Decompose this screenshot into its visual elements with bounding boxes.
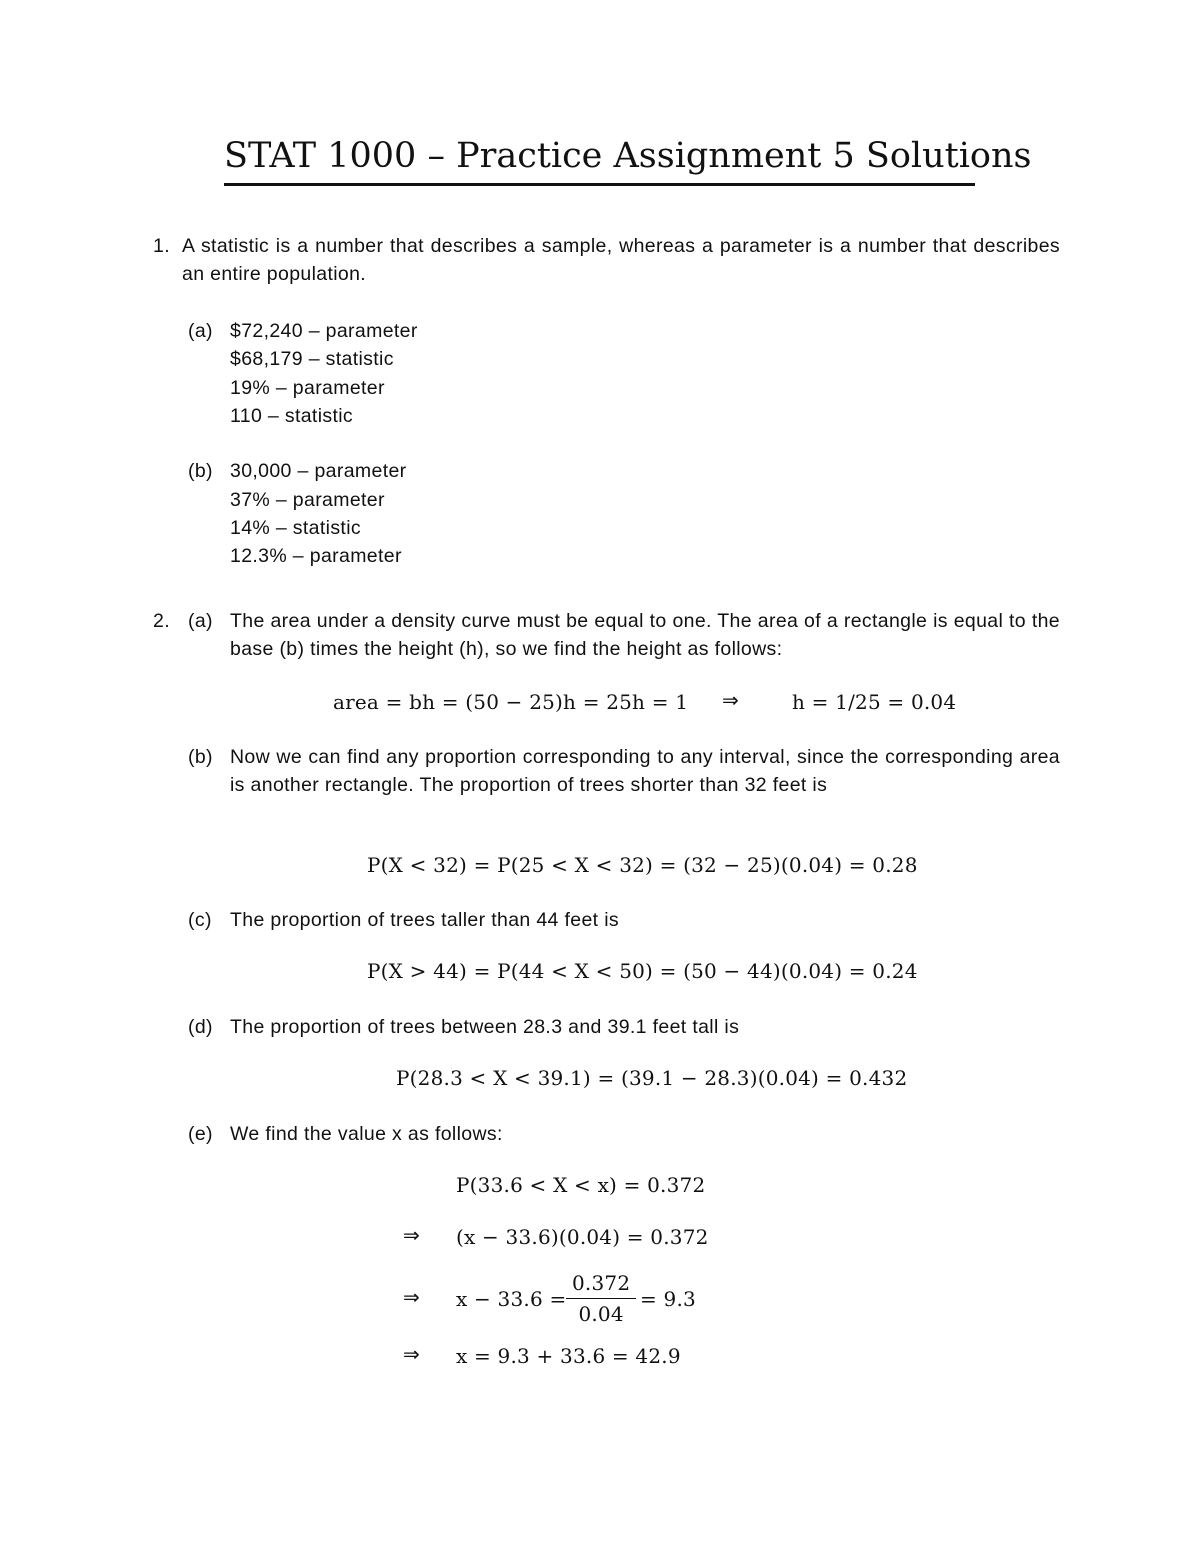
q1-a-line: $68,179 – statistic [230, 348, 394, 370]
q1-b-line: 14% – statistic [230, 517, 361, 539]
q1-a-line: 19% – parameter [230, 377, 385, 399]
q2-e-step3-right: = 9.3 [640, 1287, 696, 1311]
q2-e-step1: P(33.6 < X < x) = 0.372 [456, 1173, 706, 1197]
q2-e-step3-left: x − 33.6 = [456, 1287, 567, 1311]
implies-arrow: ⇒ [403, 1285, 420, 1309]
q2-number: 2. [153, 610, 170, 632]
q2-c-equation: P(X > 44) = P(44 < X < 50) = (50 − 44)(0.04) = 0.24 [367, 959, 918, 983]
q2-e-step2: (x − 33.6)(0.04) = 0.372 [456, 1225, 709, 1249]
q2-d-equation: P(28.3 < X < 39.1) = (39.1 − 28.3)(0.04) = 0.432 [396, 1066, 908, 1090]
q1-b-line: 12.3% – parameter [230, 545, 402, 567]
q1-b-line: 30,000 – parameter [230, 460, 407, 482]
fraction-denominator: 0.04 [578, 1302, 624, 1326]
title-underline [224, 183, 975, 186]
implies-arrow: ⇒ [403, 1223, 420, 1247]
q2-e-label: (e) [188, 1123, 213, 1145]
q2-b-label: (b) [188, 746, 213, 768]
q2-d-text: The proportion of trees between 28.3 and 39.1 feet tall is [230, 1016, 740, 1038]
q2-c-label: (c) [188, 909, 212, 931]
q2-b-equation: P(X < 32) = P(25 < X < 32) = (32 − 25)(0.04) = 0.28 [367, 853, 918, 877]
q1-a-label: (a) [188, 320, 213, 342]
q2-a-text: The area under a density curve must be equal to one. The area of a rectangle is equal to the base (b) times the height (h), so we find the height as follows: [230, 610, 1060, 660]
q1-b-label: (b) [188, 460, 213, 482]
q2-a-equation-right: h = 1/25 = 0.04 [792, 690, 957, 714]
q1-b-line: 37% – parameter [230, 489, 385, 511]
q2-e-step3-fraction [566, 1270, 636, 1327]
implies-arrow: ⇒ [722, 688, 739, 712]
fraction-numerator: 0.372 [566, 1270, 636, 1299]
implies-arrow: ⇒ [403, 1342, 420, 1366]
q1-a-line: $72,240 – parameter [230, 320, 418, 342]
q2-d-label: (d) [188, 1016, 213, 1038]
q2-a-equation-left: area = bh = (50 − 25)h = 25h = 1 [333, 690, 689, 714]
q2-a-label: (a) [188, 610, 213, 632]
page-title: STAT 1000 – Practice Assignment 5 Solutions [224, 136, 1032, 176]
q2-e-step4: x = 9.3 + 33.6 = 42.9 [456, 1344, 681, 1368]
q2-c-text: The proportion of trees taller than 44 feet is [230, 909, 619, 931]
q2-b-text: Now we can find any proportion corresponding to any interval, since the corresponding area is another rectangle. The proportion of trees shorter than 32 feet is [230, 746, 1060, 796]
q2-e-text: We find the value x as follows: [230, 1123, 503, 1145]
q1-a-line: 110 – statistic [230, 405, 354, 427]
q1-intro: A statistic is a number that describes a sample, whereas a parameter is a number that describes an entire population. [182, 235, 1060, 285]
q1-number: 1. [153, 235, 170, 257]
